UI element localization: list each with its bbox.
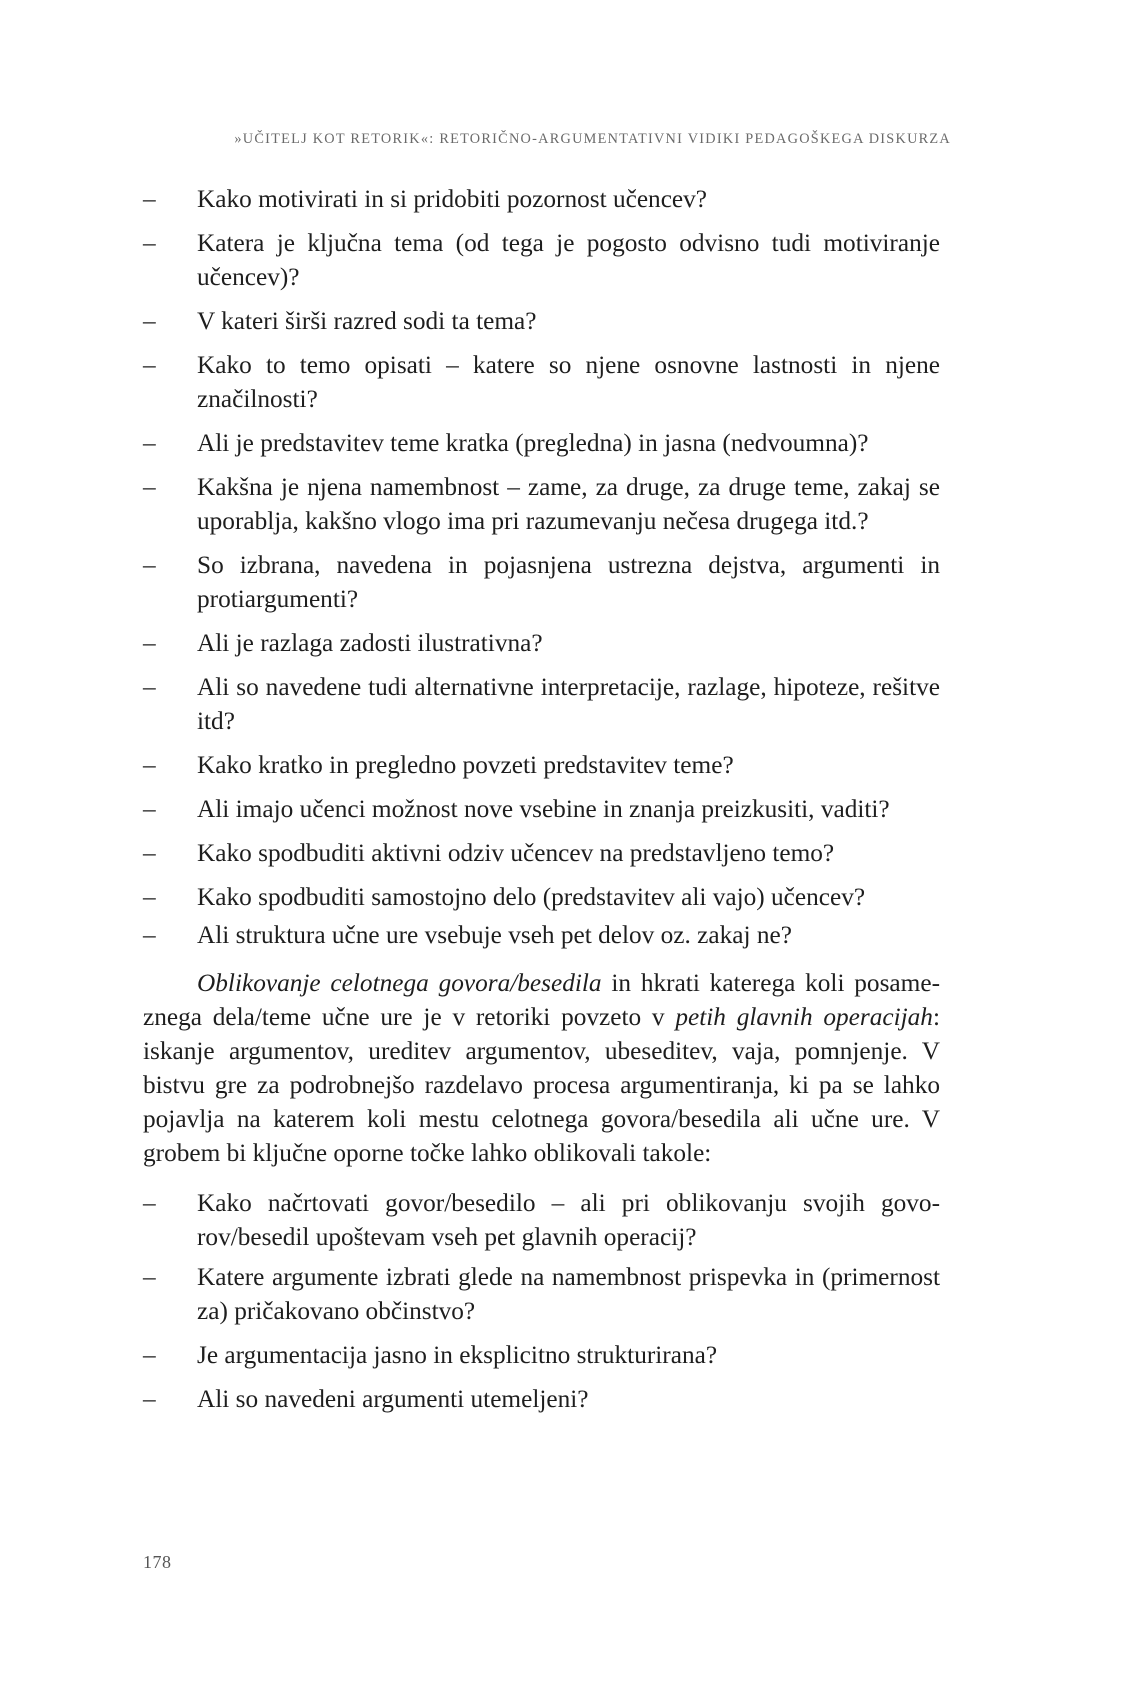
list-item: – Katera je ključna tema (od tega je pogosto odvisno tudi motiviranje učencev)? xyxy=(143,226,940,294)
running-head: »UČITELJ KOT RETORIK«: RETORIČNO-ARGUMENTATIVNI VIDIKI PEDAGOŠKEGA DISKURZA xyxy=(234,131,951,147)
dash-bullet: – xyxy=(143,307,156,335)
list-item: – Ali imajo učenci možnost nove vsebine in znanja preizkusiti, vaditi? xyxy=(143,792,940,826)
list-item: – Kako kratko in pregledno povzeti predstavitev teme? xyxy=(143,748,940,782)
list-item: – Kako motivirati in si pridobiti pozornost učencev? xyxy=(143,182,940,216)
list-item: – Kako spodbuditi samostojno delo (predstavitev ali vajo) učencev? xyxy=(143,880,940,914)
dash-bullet: – xyxy=(143,1189,156,1217)
list-item: – Ali struktura učne ure vsebuje vseh pet delov oz. zakaj ne? xyxy=(143,918,940,952)
dash-bullet: – xyxy=(143,185,156,213)
dash-bullet: – xyxy=(143,629,156,657)
dash-bullet: – xyxy=(143,921,156,949)
dash-bullet: – xyxy=(143,473,156,501)
list-item: – Kakšna je njena namembnost – zame, za druge, za druge teme, zakaj se uporablja, kakšno vlogo ima pri razumevanju nečesa drugega itd.? xyxy=(143,470,940,538)
list-item: – Kako to temo opisati – katere so njene osnovne lastnosti in njene značilnosti? xyxy=(143,348,940,416)
emphasis-text: Oblikovanje celotnega govora/besedila xyxy=(197,969,602,997)
list-item: – Ali je predstavitev teme kratka (pregledna) in jasna (nedvoumna)? xyxy=(143,426,940,460)
emphasis-text: petih glavnih operacijah xyxy=(675,1003,933,1031)
dash-bullet: – xyxy=(143,1385,156,1413)
page-body xyxy=(143,182,940,1422)
dash-bullet: – xyxy=(143,1341,156,1369)
body-paragraph: Oblikovanje celotnega govora/besedila in hkrati katerega koli posameznega dela/teme učne ure je v retoriki povzeto v petih glavnih operacijah: iskanje argumentov, ureditev argumentov, ubeseditev, vaja, pomnjenje. V bistvu gre za podrobnejšo razdelavo procesa argumentiranja, ki pa se lahko pojavlja na katerem koli mestu celotnega govora/besedila ali učne ure. V grobem bi ključne oporne točke lahko oblikovali takole: xyxy=(143,969,940,1167)
list-item: – Ali so navedeni argumenti utemeljeni? xyxy=(143,1382,940,1416)
dash-bullet: – xyxy=(143,751,156,779)
list-item: – Kako načrtovati govor/besedilo – ali pri oblikovanju svojih govorov/besedil upoštevam vseh pet glavnih operacij? xyxy=(143,1186,940,1254)
dash-bullet: – xyxy=(143,551,156,579)
page-number: 178 xyxy=(143,1552,172,1572)
question-list-operations xyxy=(143,1186,940,1416)
dash-bullet: – xyxy=(143,673,156,701)
dash-bullet: – xyxy=(143,429,156,457)
dash-bullet: – xyxy=(143,1263,156,1291)
dash-bullet: – xyxy=(143,883,156,911)
list-item: – V kateri širši razred sodi ta tema? xyxy=(143,304,940,338)
dash-bullet: – xyxy=(143,795,156,823)
list-item: – So izbrana, navedena in pojasnjena ustrezna dejstva, argumenti in protiargumenti? xyxy=(143,548,940,616)
list-item: – Ali je razlaga zadosti ilustrativna? xyxy=(143,626,940,660)
list-item: – Ali so navedene tudi alternativne interpretacije, razlage, hipoteze, rešitve itd? xyxy=(143,670,940,738)
dash-bullet: – xyxy=(143,229,156,257)
list-item: – Katere argumente izbrati glede na namembnost prispevka in (primernost za) pričakovano občinstvo? xyxy=(143,1260,940,1328)
dash-bullet: – xyxy=(143,839,156,867)
dash-bullet: – xyxy=(143,351,156,379)
list-item: – Kako spodbuditi aktivni odziv učencev na predstavljeno temo? xyxy=(143,836,940,870)
question-list-lesson xyxy=(143,182,940,952)
list-item: – Je argumentacija jasno in eksplicitno strukturirana? xyxy=(143,1338,940,1372)
